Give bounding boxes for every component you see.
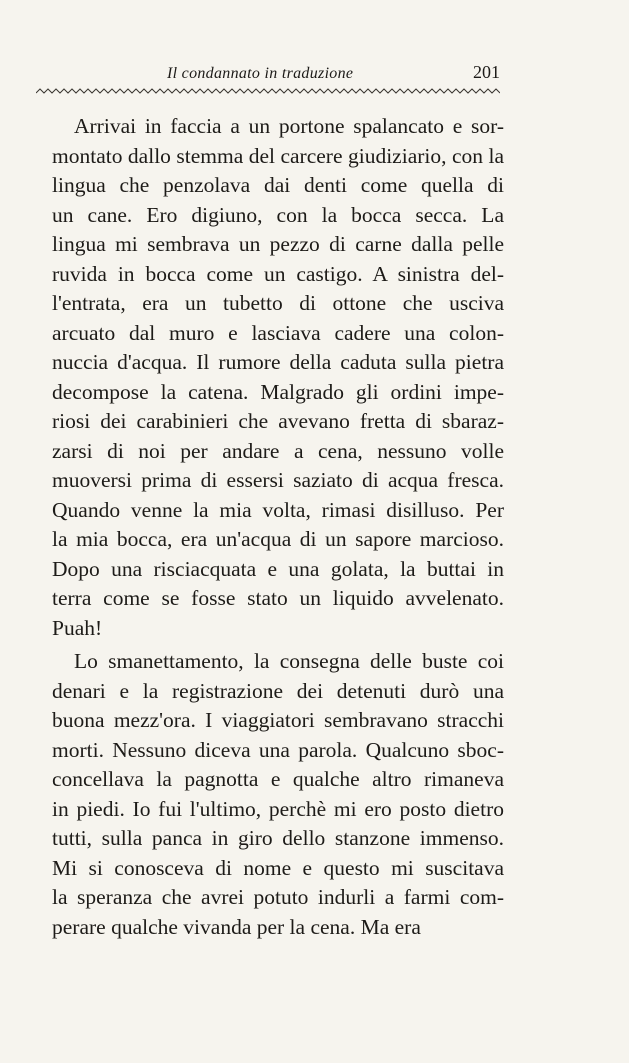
text-line: lingua che penzolava dai denti come quella di — [52, 173, 504, 197]
running-title: Il condannato in traduzione — [167, 65, 354, 82]
text-line: perare qualche vivanda per la cena. Ma era — [52, 914, 421, 939]
text-line: la mia bocca, era un'acqua di un sapore marcioso. — [52, 527, 504, 551]
text-line: riosi dei carabinieri che avevano fretta di sbaraz- — [52, 409, 504, 433]
text-line: zarsi di noi per andare a cena, nessuno volle — [52, 438, 504, 463]
paragraph — [52, 647, 504, 942]
text-line: in piedi. Io fui l'ultimo, perchè mi ero posto dietro — [52, 796, 504, 821]
text-line: arcuato dal muro e lasciava cadere una colon- — [52, 320, 504, 345]
text-line: l'entrata, era un tubetto di ottone che usciva — [52, 291, 504, 315]
text-line: montato dallo stemma del carcere giudiziario, con la — [52, 143, 504, 168]
text-line: la speranza che avrei potuto indurli a farmi com- — [52, 885, 504, 909]
text-line: Puah! — [52, 615, 103, 640]
body-text — [52, 112, 504, 942]
text-line: morti. Nessuno diceva una parola. Qualcuno sboc- — [52, 737, 504, 762]
text-line: terra come se fosse stato un liquido avvelenato. — [52, 586, 504, 610]
text-line: nuccia d'acqua. Il rumore della caduta sulla pietra — [52, 350, 504, 374]
text-line: decompose la catena. Malgrado gli ordini impe- — [52, 379, 504, 404]
text-line: concellava la pagnotta e qualche altro rimaneva — [52, 767, 504, 791]
page-number: 201 — [473, 62, 500, 82]
text-line: muoversi prima di essersi saziato di acqua fresca. — [52, 468, 504, 492]
paragraph — [52, 112, 504, 643]
text-line: tutti, sulla panca in giro dello stanzone immenso. — [52, 826, 504, 850]
text-line: un cane. Ero digiuno, con la bocca secca. La — [52, 202, 504, 227]
text-line: denari e la registrazione dei detenuti durò una — [52, 678, 504, 703]
text-line: buona mezz'ora. I viaggiatori sembravano stracchi — [52, 708, 504, 732]
decorative-wavy-rule — [36, 86, 500, 100]
text-line: Dopo una risciacquata e una golata, la buttai in — [52, 556, 504, 581]
text-line: Quando venne la mia volta, rimasi disilluso. Per — [52, 497, 504, 522]
text-line: Arrivai in faccia a un portone spalancato e sor- — [74, 114, 504, 138]
text-line: ruvida in bocca come un castigo. A sinistra del- — [52, 261, 504, 286]
text-line: Lo smanettamento, la consegna delle buste coi — [74, 649, 504, 673]
text-line: lingua mi sembrava un pezzo di carne dalla pelle — [52, 232, 504, 256]
text-line: Mi si conosceva di nome e questo mi suscitava — [52, 855, 504, 880]
